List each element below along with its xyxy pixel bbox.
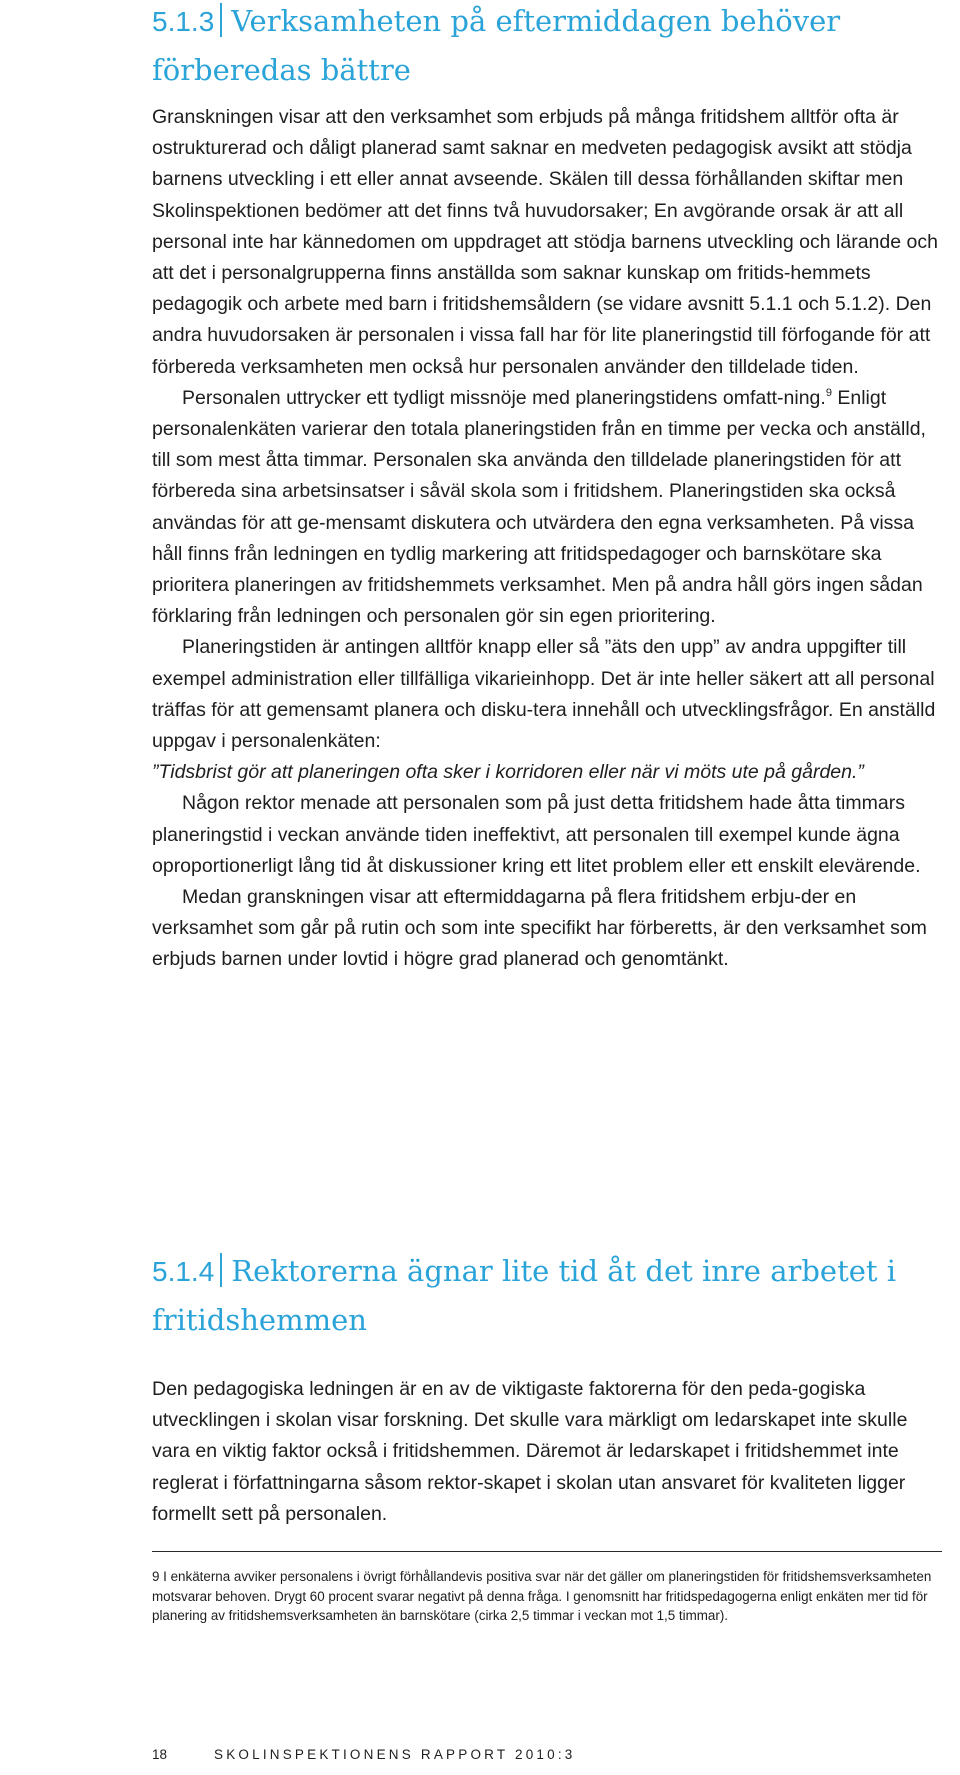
section-body-5-1-4 [152,1374,942,1530]
section-body-5-1-3 [152,102,942,976]
heading-divider [220,3,222,37]
paragraph-1: Granskningen visar att den verksamhet som erbjuds på många fritidshem alltför ofta är ostrukturerad och dåligt planerad samt saknar en medveten pedagogisk avsikt att stödja barnens utveckling i ett eller annat avseende. Skälen till dessa förhållanden skiftar men Skolinspektionen bedömer att det finns två huvudorsaker; En avgörande orsak är att all personal inte har kännedomen om uppdraget att stödja barnens utveckling och lärande och att det i personalgrupperna finns anställda som saknar kunskap om fritids-hemmets pedagogik och arbete med barn i fritidshemsåldern (se vidare avsnitt 5.1.1 och 5.1.2). Den andra huvudorsaken är personalen i vissa fall har för lite planeringstid till förfogande för att förbereda verksamheten men också hur personalen använder den tilldelade tiden. [152,106,938,378]
paragraph-4: Någon rektor menade att personalen som på just detta fritidshem hade åtta timmars planeringstid i veckan använde tiden ineffektivt, att personalen till exempel kunde ägna oproportionerligt lång tid åt diskussioner kring ett litet problem eller ett enskilt elevärende. [152,792,921,877]
section-heading-5-1-3 [152,0,942,94]
section-title: Rektorerna ägnar lite tid åt det inre arbetet i fritidshemmen [152,1254,897,1337]
publication-title: SKOLINSPEKTIONENS RAPPORT 2010:3 [214,1747,576,1762]
heading-divider [220,1253,222,1287]
paragraph-1: Den pedagogiska ledningen är en av de viktigaste faktorerna för den peda-gogiska utvecklingen i skolan visar forskning. Det skulle vara märkligt om ledarskapet inte skulle vara en viktig faktor också i fritidshemmen. Däremot är ledarskapet i fritidshemmet inte reglerat i författningarna såsom rektor-skapet i skolan utan ansvaret för kvaliteten ligger formellt sett på personalen. [152,1378,908,1525]
paragraph-5: Medan granskningen visar att eftermiddagarna på flera fritidshem erbju-der en verksamhet som går på rutin och som inte specifikt har förberetts, är den verksamhet som erbjuds barnen under lovtid i högre grad planerad och genomtänkt. [152,886,927,971]
section-number: 5.1.3 [152,6,215,37]
paragraph-2: Personalen uttrycker ett tydligt missnöje med planeringstidens omfatt-ning.$^9$ Enligt personalenkäten varierar den totala planeringstiden från en timme per vecka och anställd, till som mest åtta timmar. Personalen ska använda den tilldelade planeringstiden för att förbereda sina arbetsinsatser i såväl skola som i fritidshem. Planeringstiden ska också användas för att ge-mensamt diskutera och utvärdera den egna verksamheten. På vissa håll finns från ledningen en tydlig markering att fritidspedagoger och barnskötare ska prioritera planeringen av fritidshemmets verksamhet. Men på andra håll görs ingen sådan förklaring från ledningen och personalen gör sin egen prioritering. [152,386,926,628]
section-number: 5.1.4 [152,1256,215,1287]
section-heading-5-1-4 [152,1247,942,1344]
section-title: Verksamheten på eftermiddagen behöver förberedas bättre [152,4,841,87]
survey-quote: ”Tidsbrist gör att planeringen ofta sker i korridoren eller när vi möts ute på gården.” [152,761,864,784]
footnote-ref-9[interactable]: 9 [825,386,832,399]
page-footer [152,1747,942,1762]
footnote-9: 9 I enkäterna avviker personalens i övrigt förhållandevis positiva svar när det gäller om planeringstiden för fritidshemsverksamheten motsvarar behoven. Drygt 60 procent svarar negativt på denna fråga. I genomsnitt har fritidspedagogerna enligt enkäten mer tid för planering av fritidshemsverksamheten än barnskötare (cirka 2,5 timmar i veckan mot 1,5 timmar). [152,1569,932,1623]
paragraph-3: Planeringstiden är antingen alltför knapp eller så ”äts den upp” av andra uppgifter till exempel administration eller tillfälliga vikarieinhopp. Det är inte heller säkert att all personal träffas för att gemensamt planera och disku-tera innehåll och utvecklingsfrågor. En anställd uppgav i personalenkäten: ”Tidsbrist gör att planeringen ofta sker i korridoren eller när vi möts ute på gården.” [152,636,936,784]
page-number: 18 [152,1747,168,1762]
footnote-divider [152,1551,942,1552]
